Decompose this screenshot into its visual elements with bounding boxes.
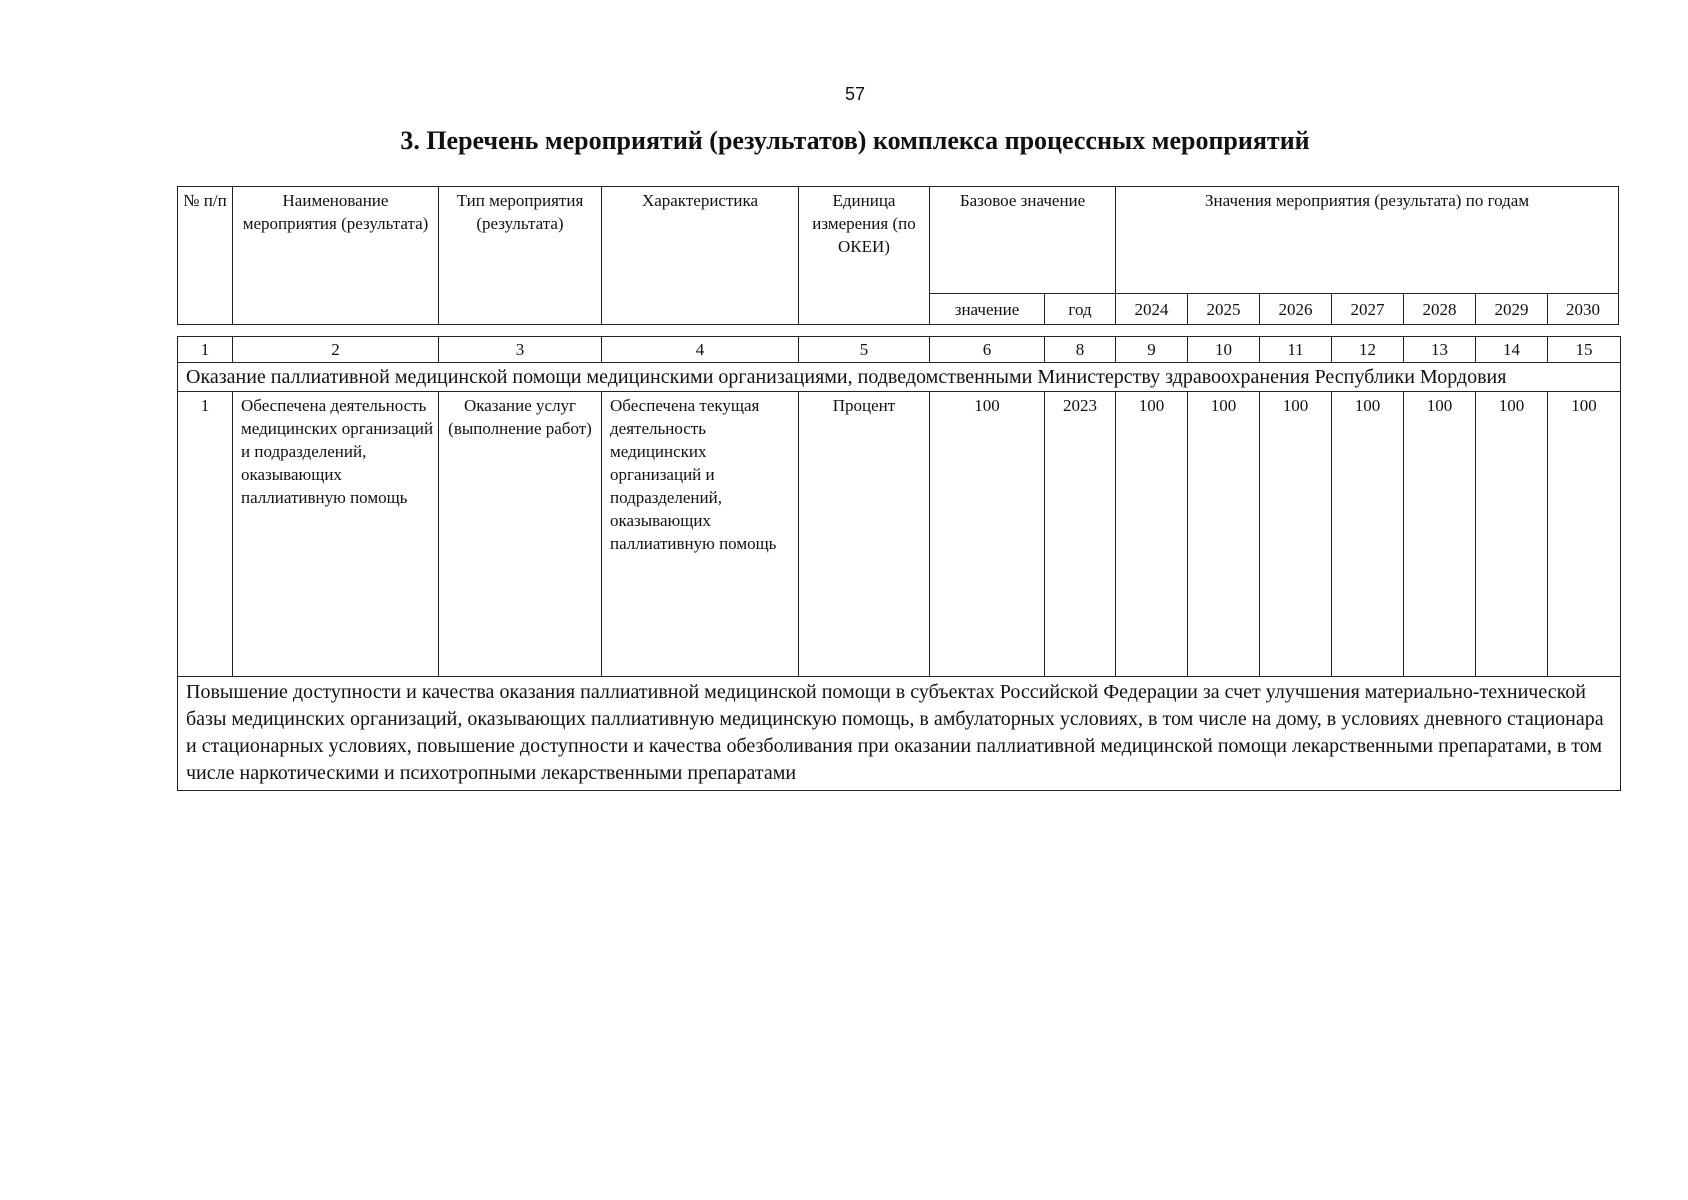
column-number: 2 xyxy=(233,337,439,363)
header-year: 2026 xyxy=(1260,294,1332,325)
header-year: 2027 xyxy=(1332,294,1404,325)
row-base-year: 2023 xyxy=(1045,392,1116,677)
column-number: 10 xyxy=(1188,337,1260,363)
header-characteristic: Характеристика xyxy=(602,187,799,325)
column-number: 3 xyxy=(439,337,602,363)
header-type: Тип мероприятия (результата) xyxy=(439,187,602,325)
header-years-group: Значения мероприятия (результата) по годам xyxy=(1116,187,1619,294)
page-title: 3. Перечень мероприятий (результатов) комплекса процессных мероприятий xyxy=(400,126,1310,155)
column-number: 14 xyxy=(1476,337,1548,363)
row-name: Обеспечена деятельность медицинских организаций и подразделений, оказывающих паллиативную помощь xyxy=(233,392,439,677)
row-year-value: 100 xyxy=(1332,392,1404,677)
row-base-value: 100 xyxy=(930,392,1045,677)
header-year: 2024 xyxy=(1116,294,1188,325)
header-base-year: год xyxy=(1045,294,1116,325)
column-number: 15 xyxy=(1548,337,1621,363)
table-row xyxy=(178,392,1621,677)
header-unit: Единица измерения (по ОКЕИ) xyxy=(799,187,930,325)
page-number: 57 xyxy=(844,84,866,104)
column-number: 9 xyxy=(1116,337,1188,363)
row-year-value: 100 xyxy=(1476,392,1548,677)
header-name: Наименование мероприятия (результата) xyxy=(233,187,439,325)
header-table xyxy=(177,186,1619,325)
row-unit: Процент xyxy=(799,392,930,677)
header-base: Базовое значение xyxy=(930,187,1116,294)
header-year: 2030 xyxy=(1548,294,1619,325)
column-number: 4 xyxy=(602,337,799,363)
row-year-value: 100 xyxy=(1548,392,1621,677)
body-table xyxy=(177,336,1621,791)
section-heading-2: Повышение доступности и качества оказания паллиативной медицинской помощи в субъектах Российской Федерации за счет улучшения материально-технической базы медицинских организаций, оказывающих паллиативную медицинскую помощь, в амбулаторных условиях, в том числе на дому, в условиях дневного стационара и стационарных условиях, повышение доступности и качества обезболивания при оказании паллиативной медицинской помощи лекарственными препаратами, в том числе наркотическими и психотропными лекарственными препаратами xyxy=(178,677,1621,791)
column-number: 1 xyxy=(178,337,233,363)
row-year-value: 100 xyxy=(1116,392,1188,677)
row-year-value: 100 xyxy=(1260,392,1332,677)
header-year: 2029 xyxy=(1476,294,1548,325)
column-number: 13 xyxy=(1404,337,1476,363)
row-year-value: 100 xyxy=(1188,392,1260,677)
section-heading-1: Оказание паллиативной медицинской помощи медицинскими организациями, подведомственными Министерству здравоохранения Республики Мордовия xyxy=(178,363,1621,392)
column-number: 12 xyxy=(1332,337,1404,363)
row-characteristic: Обеспечена текущая деятельность медицинских организаций и подразделений, оказывающих паллиативную помощь xyxy=(602,392,799,677)
row-type: Оказание услуг (выполнение работ) xyxy=(439,392,602,677)
column-number: 8 xyxy=(1045,337,1116,363)
header-num: № п/п xyxy=(178,187,233,325)
header-year: 2028 xyxy=(1404,294,1476,325)
header-base-value: значение xyxy=(930,294,1045,325)
column-number: 5 xyxy=(799,337,930,363)
header-year: 2025 xyxy=(1188,294,1260,325)
column-number: 11 xyxy=(1260,337,1332,363)
row-num: 1 xyxy=(178,392,233,677)
column-number: 6 xyxy=(930,337,1045,363)
row-year-value: 100 xyxy=(1404,392,1476,677)
